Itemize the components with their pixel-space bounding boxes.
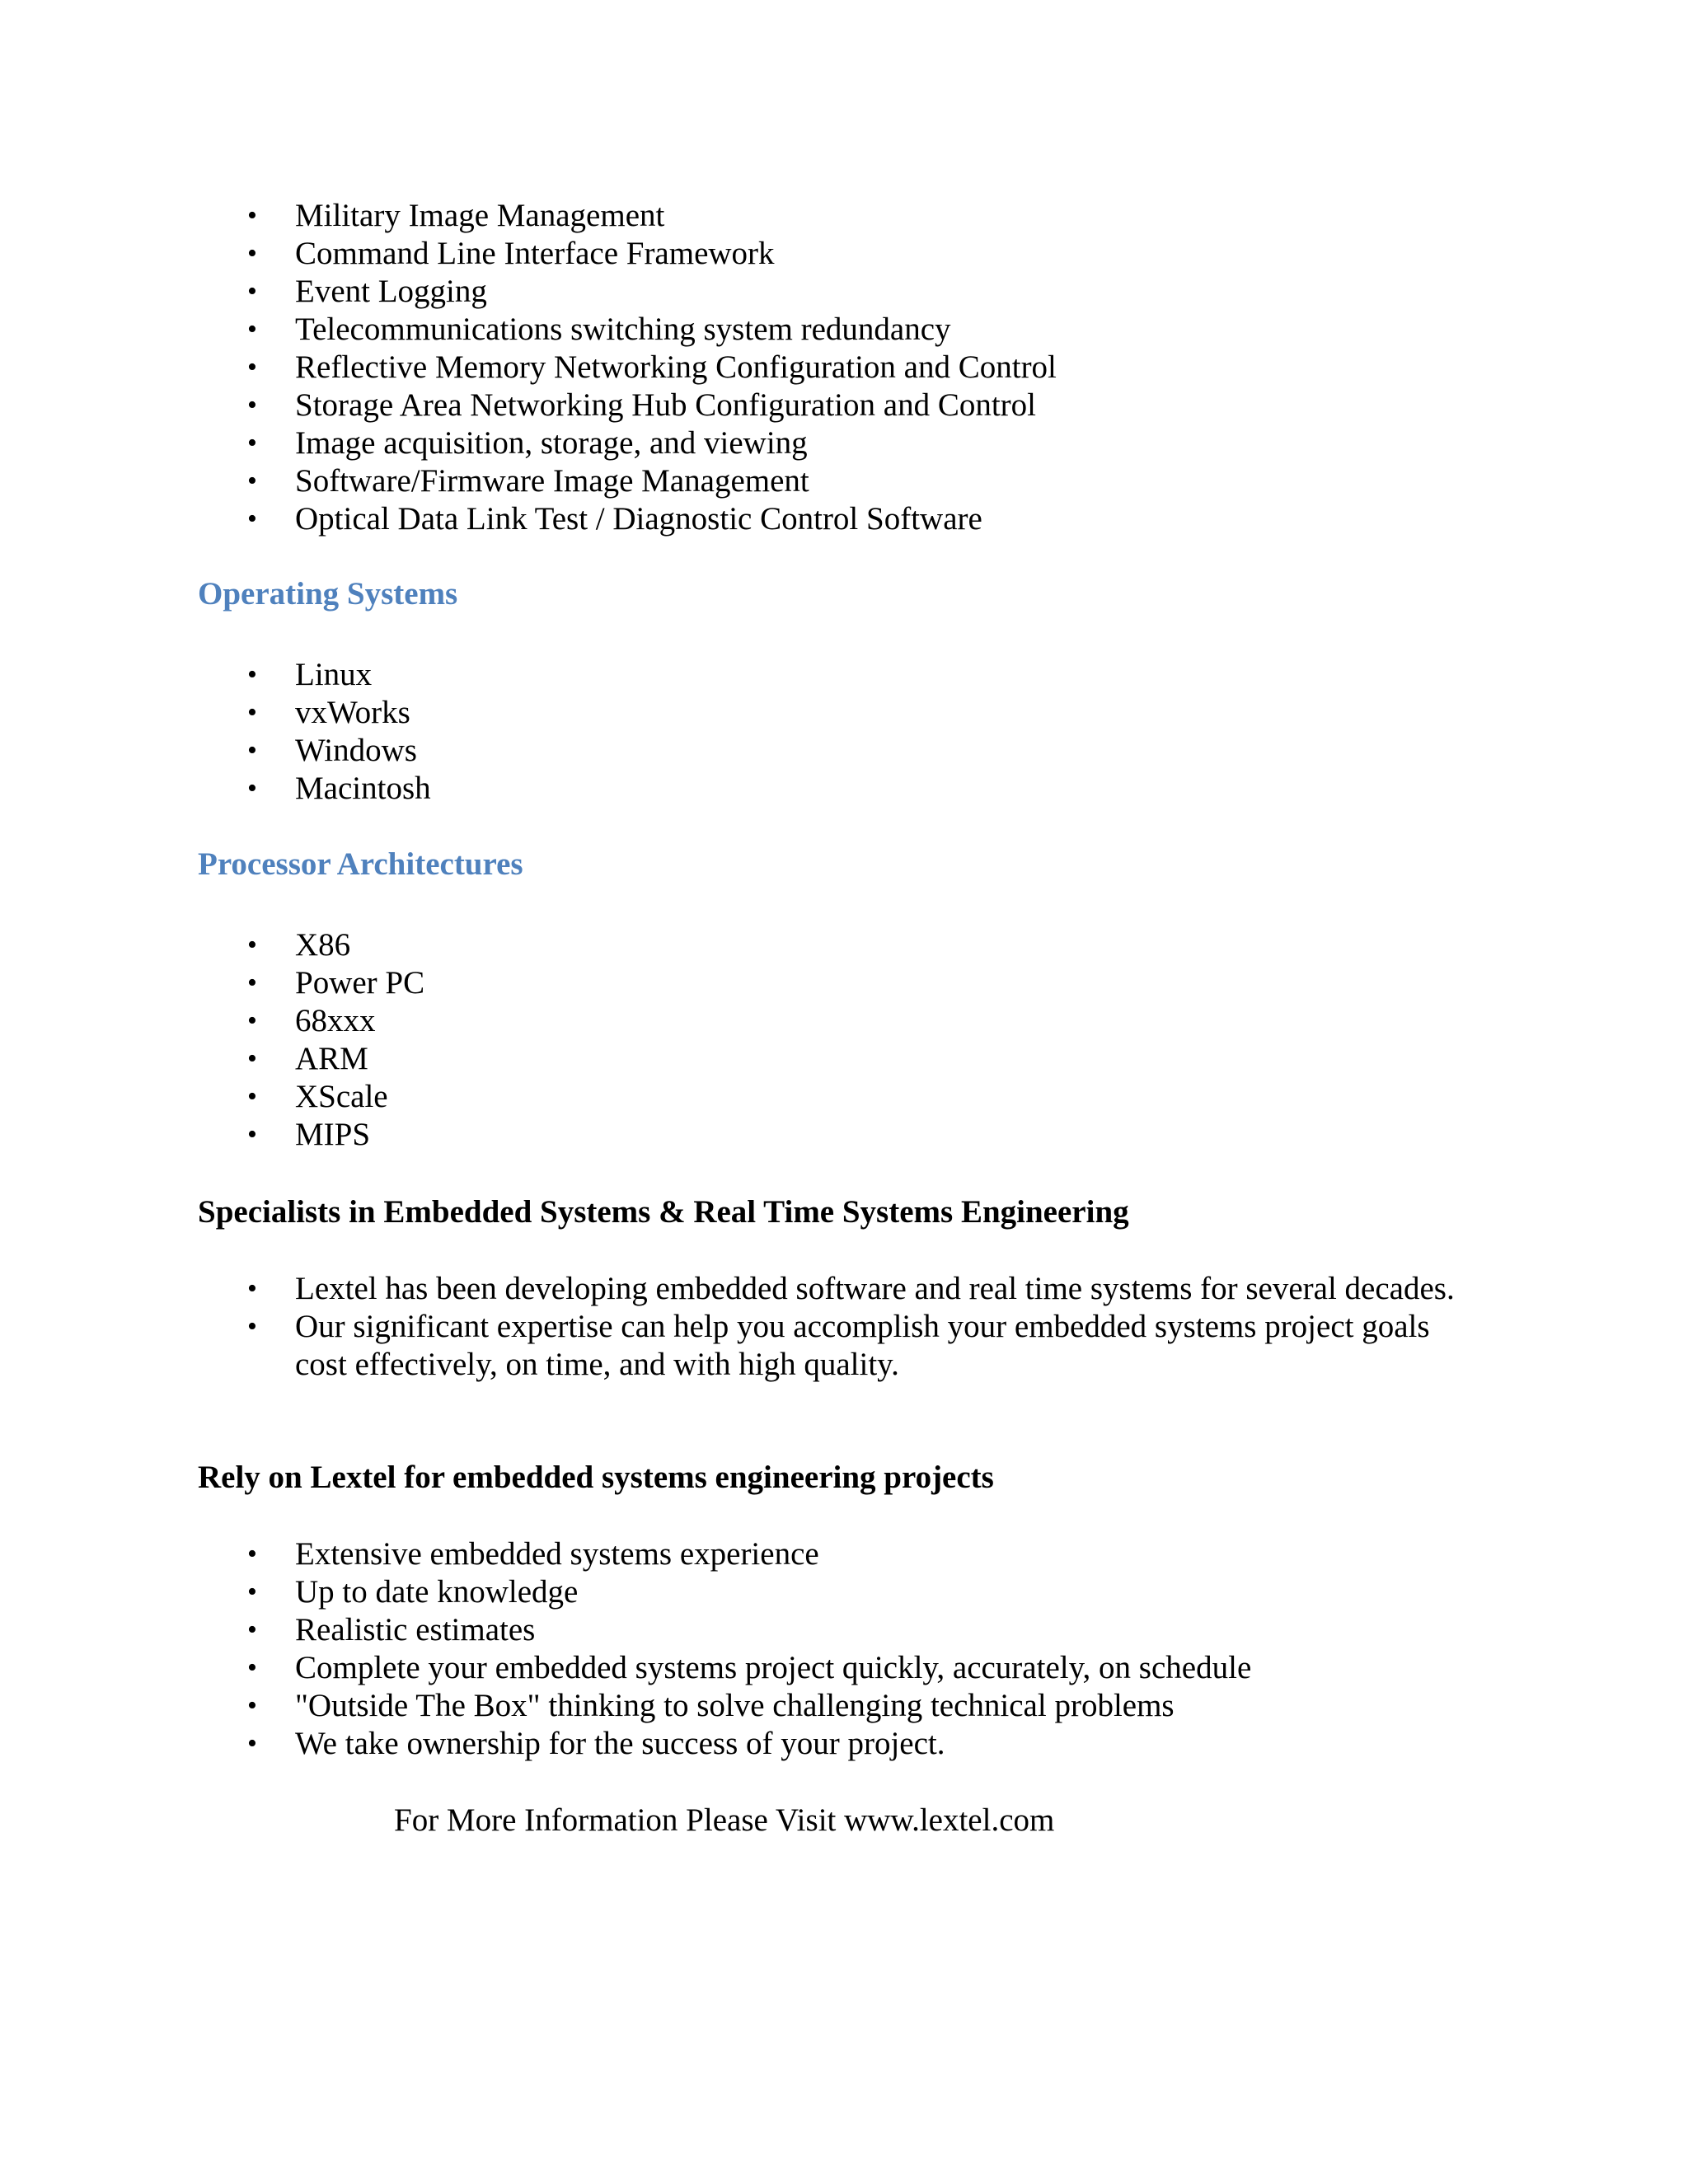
bullet-icon: • <box>247 200 257 231</box>
list-item <box>0 1725 1482 1763</box>
list-item <box>0 926 1482 964</box>
bullet-icon: • <box>247 352 257 382</box>
footer-info: For More Information Please Visit www.lextel.com <box>394 1802 1055 1838</box>
list-item-text: Macintosh <box>295 771 431 806</box>
list-item-text: 68xxx <box>295 1003 376 1038</box>
list-item <box>0 1116 1482 1154</box>
bullet-icon: • <box>247 314 257 344</box>
list-item-text: Telecommunications switching system redundancy <box>295 312 951 347</box>
list-item <box>0 273 1482 311</box>
list-item-text: Optical Data Link Test / Diagnostic Control Software <box>295 501 982 537</box>
operating-systems-list <box>0 656 1688 808</box>
list-item <box>0 1687 1482 1725</box>
list-item <box>0 1270 1482 1308</box>
bullet-icon: • <box>247 1615 257 1645</box>
bullet-icon: • <box>247 697 257 728</box>
specialists-heading: Specialists in Embedded Systems & Real Time Systems Engineering <box>198 1194 1129 1230</box>
list-item-text: Complete your embedded systems project quickly, accurately, on schedule <box>295 1650 1252 1685</box>
bullet-icon: • <box>247 1311 257 1342</box>
rely-list-block <box>0 1535 1688 1763</box>
bullet-icon: • <box>247 1652 257 1683</box>
list-item <box>0 656 1482 694</box>
list-item <box>0 197 1482 235</box>
bullet-icon: • <box>247 1119 257 1150</box>
list-item-text: MIPS <box>295 1117 371 1152</box>
bullet-icon: • <box>247 735 257 766</box>
list-item <box>0 387 1482 424</box>
list-item <box>0 694 1482 732</box>
list-item-text: Lextel has been developing embedded software and real time systems for several decades. <box>295 1271 1455 1306</box>
list-item <box>0 964 1482 1002</box>
list-item-text: Realistic estimates <box>295 1612 536 1647</box>
list-item-text: Software/Firmware Image Management <box>295 463 809 499</box>
list-item-text: X86 <box>295 927 351 963</box>
list-item <box>0 1573 1482 1611</box>
list-item <box>0 462 1482 500</box>
bullet-icon: • <box>247 1690 257 1721</box>
bullet-icon: • <box>247 1081 257 1112</box>
list-item-text: Military Image Management <box>295 198 665 233</box>
list-item-text: Storage Area Networking Hub Configuration and Control <box>295 387 1036 423</box>
processors-list-block <box>0 926 1688 1154</box>
specialists-list-block <box>0 1270 1688 1384</box>
bullet-icon: • <box>247 428 257 458</box>
bullet-icon: • <box>247 466 257 496</box>
bullet-icon: • <box>247 1005 257 1036</box>
rely-heading: Rely on Lextel for embedded systems engineering projects <box>198 1460 994 1495</box>
list-item <box>0 732 1482 770</box>
list-item-text: Power PC <box>295 965 425 1001</box>
bullet-icon: • <box>247 1577 257 1607</box>
list-item-text: Event Logging <box>295 274 487 309</box>
list-item <box>0 1611 1482 1649</box>
list-item <box>0 500 1482 538</box>
list-item-text: Reflective Memory Networking Configuration and Control <box>295 349 1057 385</box>
applications-list-block <box>0 197 1688 538</box>
list-item <box>0 1002 1482 1040</box>
list-item-text: XScale <box>295 1079 388 1114</box>
list-item <box>0 424 1482 462</box>
processor-architectures-heading: Processor Architectures <box>198 846 523 882</box>
list-item-text: We take ownership for the success of your project. <box>295 1726 945 1761</box>
bullet-icon: • <box>247 504 257 534</box>
bullet-icon: • <box>247 276 257 307</box>
processors-list <box>0 926 1688 1154</box>
bullet-icon: • <box>247 930 257 960</box>
list-item <box>0 311 1482 349</box>
list-item <box>0 1649 1482 1687</box>
list-item-text: Linux <box>295 657 373 692</box>
list-item-text: Command Line Interface Framework <box>295 236 775 271</box>
list-item <box>0 235 1482 273</box>
list-item-text: vxWorks <box>295 695 410 730</box>
specialists-list <box>0 1270 1688 1384</box>
list-item-text: Up to date knowledge <box>295 1574 579 1610</box>
bullet-icon: • <box>247 659 257 690</box>
rely-list <box>0 1535 1688 1763</box>
applications-list <box>0 197 1688 538</box>
list-item-text: "Outside The Box" thinking to solve challenging technical problems <box>295 1688 1175 1723</box>
list-item <box>0 1308 1482 1384</box>
list-item-text: Windows <box>295 733 417 768</box>
list-item-text: Our significant expertise can help you accomplish your embedded systems project goals cost effectively, on time, and with high quality. <box>295 1309 1430 1382</box>
bullet-icon: • <box>247 1539 257 1569</box>
operating-systems-list-block <box>0 656 1688 808</box>
bullet-icon: • <box>247 238 257 269</box>
list-item <box>0 1535 1482 1573</box>
operating-systems-heading: Operating Systems <box>198 576 458 612</box>
list-item <box>0 1078 1482 1116</box>
list-item-text: Extensive embedded systems experience <box>295 1536 819 1572</box>
bullet-icon: • <box>247 390 257 420</box>
bullet-icon: • <box>247 1043 257 1074</box>
list-item-text: Image acquisition, storage, and viewing <box>295 425 808 461</box>
bullet-icon: • <box>247 1273 257 1304</box>
list-item <box>0 349 1482 387</box>
bullet-icon: • <box>247 968 257 998</box>
list-item <box>0 1040 1482 1078</box>
list-item <box>0 770 1482 808</box>
list-item-text: ARM <box>295 1041 368 1076</box>
bullet-icon: • <box>247 773 257 804</box>
bullet-icon: • <box>247 1728 257 1759</box>
